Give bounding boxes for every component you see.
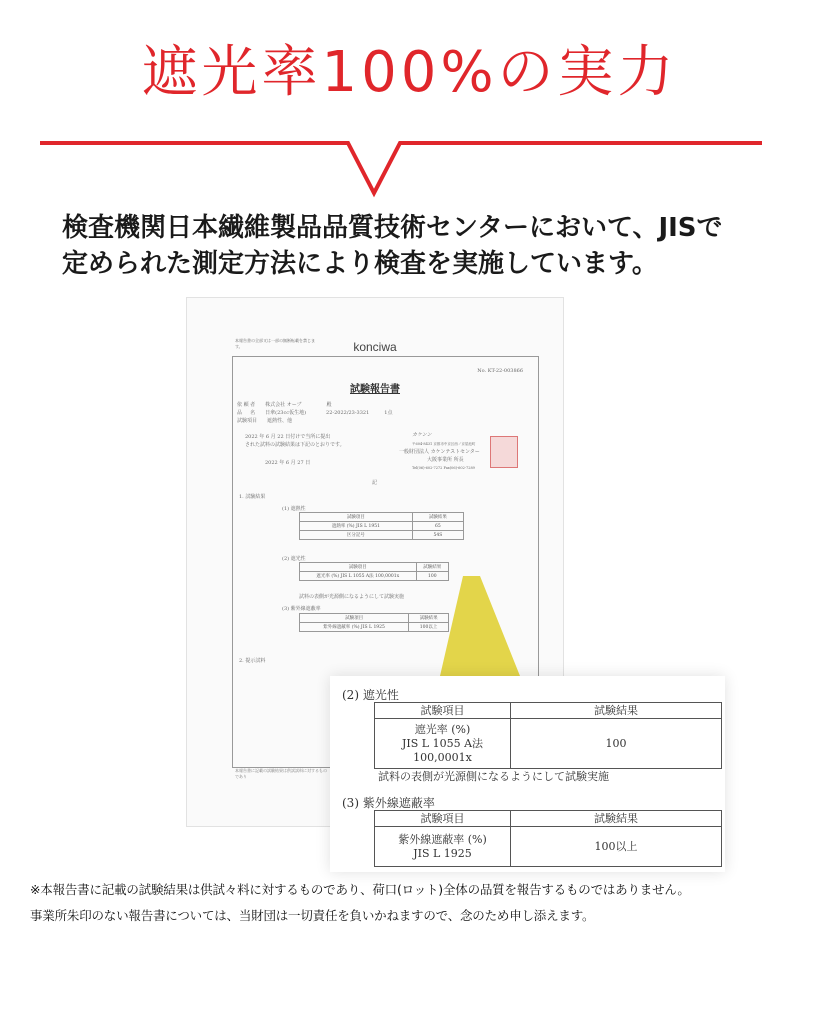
client-row: 品 名 日傘(23cc仮生地) 22-2022/23-3321 1点 (237, 410, 393, 416)
document-brand: konciwa (353, 340, 397, 354)
table-header: 試験項目 (375, 703, 511, 719)
document-title: 試験報告書 (350, 384, 400, 395)
table-cell: 65 (412, 522, 463, 531)
item-line: JIS L 1925 (413, 846, 472, 860)
table-cell: 100以上 (409, 623, 449, 632)
table-cell: 紫外線遮蔽率 (%) JIS L 1925 (300, 623, 409, 632)
document-footnote: 本報告書に記載の試験結果は供試試料に対するものであり (235, 768, 327, 779)
zoom-table-uv (374, 810, 722, 867)
receipt-line: 2022 年 6 月 22 日付けで当所に提出 (245, 434, 331, 440)
table-header: 試験結果 (511, 811, 722, 827)
receipt-line: された試料の試験結果は下記のとおりです。 (245, 442, 345, 448)
zoomed-excerpt (330, 676, 725, 872)
disclaimer-line-1: ※本報告書に記載の試験結果は供試々料に対するものであり、荷口(ロット)全体の品質を報告するものではありません。 (30, 882, 690, 897)
intro-line-1: 検査機関日本繊維製品品質技術センターにおいて、JISで (62, 213, 723, 243)
sample-heading: 2. 提示試料 (239, 658, 266, 664)
table-cell: 遮熱率 (%) JIS L 1951 (300, 522, 413, 531)
table-header: 試験項目 (300, 513, 413, 522)
lab-office: 大阪事業所 所長 (427, 457, 464, 463)
table-header: 試験項目 (300, 563, 417, 572)
item-line: JIS L 1055 A法 (401, 736, 484, 750)
zoom-table-shading (374, 702, 722, 769)
table-note: 試料の表側が光源側になるようにして試験実施 (299, 594, 405, 600)
report-number: No. KT-22-003866 (477, 368, 523, 374)
issue-date: 2022 年 6 月 27 日 (265, 460, 311, 466)
item-line: 遮光率 (%) (414, 722, 471, 736)
lab-tel: Tel(06)-602-7272 Fax(06)-602-7289 (412, 466, 475, 470)
table-cell (375, 719, 511, 769)
results-heading: 1. 試験結果 (239, 494, 266, 500)
table-header: 試験結果 (412, 513, 463, 522)
section-heading: (2) 遮光性 (282, 556, 306, 562)
table-cell: 100以上 (511, 827, 722, 867)
client-row: 依 頼 者 株式会社 オーブ 殿 (237, 402, 332, 408)
table-header: 試験結果 (416, 563, 448, 572)
section-heading: (1) 遮熱性 (282, 506, 306, 512)
table-cell: 100 (416, 572, 448, 581)
section-heading: (3) 紫外線遮蔽率 (282, 606, 321, 612)
item-line: 紫外線遮蔽率 (%) (398, 832, 487, 846)
zoom-section-heading: (3) 紫外線遮蔽率 (342, 796, 435, 810)
disclaimer-line-2: 事業所朱印のない報告書については、当財団は一切責任を負いかねますので、念のため申し添えます。 (30, 908, 595, 923)
document-top-note: 本報告書の全部又は一部の無断転載を禁じます。 (235, 338, 315, 349)
table-cell: 100 (511, 719, 722, 769)
table-cell: 54S (412, 531, 463, 540)
table-cell (375, 827, 511, 867)
zoom-table-note: 試料の表側が光源側になるようにして試験実施 (378, 770, 609, 783)
lab-name: 一般財団法人 カケンテストセンター (399, 449, 480, 455)
zoom-section-heading: (2) 遮光性 (342, 688, 399, 702)
table-cell: 遮光率 (%) JIS L 1055 A法 100,0001x (300, 572, 417, 581)
item-line: 100,0001x (413, 750, 472, 764)
table-header: 試験項目 (375, 811, 511, 827)
table-header: 試験結果 (409, 614, 449, 623)
lab-brand: カケンン (412, 432, 432, 438)
table-header: 試験結果 (511, 703, 722, 719)
table-cell: 区分記号 (300, 531, 413, 540)
intro-line-2: 定められた測定方法により検査を実施しています。 (62, 249, 658, 279)
ki-mark: 記 (372, 480, 378, 486)
lab-address: 〒604-8431 京都市中京区西ノ京星池町 (412, 442, 476, 446)
table-header: 試験項目 (300, 614, 409, 623)
headline: 遮光率100%の実力 (141, 40, 678, 105)
client-row: 試験項目 遮熱性、他 (237, 418, 293, 424)
